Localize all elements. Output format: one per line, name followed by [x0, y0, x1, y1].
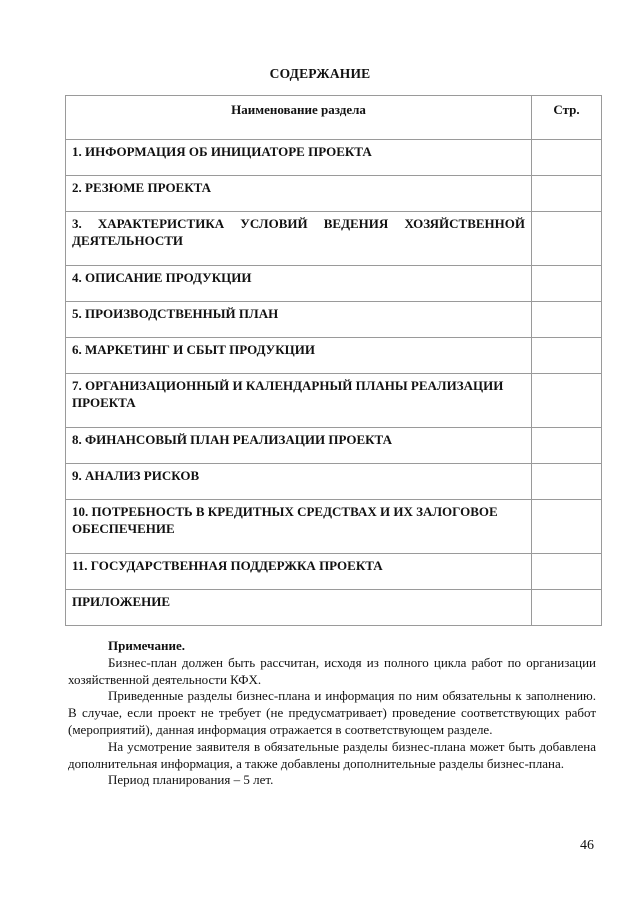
section-name-cell: 11. ГОСУДАРСТВЕННАЯ ПОДДЕРЖКА ПРОЕКТА — [66, 554, 532, 590]
table-row — [66, 176, 602, 212]
page-number: 46 — [580, 838, 594, 853]
section-name-cell: 6. МАРКЕТИНГ И СБЫТ ПРОДУКЦИИ — [66, 338, 532, 374]
column-header-page: Стр. — [532, 96, 602, 140]
table-row — [66, 302, 602, 338]
page-cell — [532, 140, 602, 176]
table-row — [66, 266, 602, 302]
table-row — [66, 140, 602, 176]
page-cell — [532, 212, 602, 266]
table-header-row — [66, 96, 602, 140]
section-name-cell: 4. ОПИСАНИЕ ПРОДУКЦИИ — [66, 266, 532, 302]
table-row — [66, 374, 602, 428]
table-row — [66, 212, 602, 266]
document-title: СОДЕРЖАНИЕ — [269, 66, 371, 81]
section-name-cell: ПРИЛОЖЕНИЕ — [66, 590, 532, 626]
table-row — [66, 554, 602, 590]
page-cell — [532, 554, 602, 590]
note-heading: Примечание. — [108, 638, 185, 653]
table-row — [66, 464, 602, 500]
page-cell — [532, 500, 602, 554]
section-name-cell: 2. РЕЗЮМЕ ПРОЕКТА — [66, 176, 532, 212]
page-cell — [532, 302, 602, 338]
column-header-section-name: Наименование раздела — [66, 96, 532, 140]
table-row — [66, 500, 602, 554]
section-name-cell: 9. АНАЛИЗ РИСКОВ — [66, 464, 532, 500]
page-cell — [532, 464, 602, 500]
section-name-cell: 7. ОРГАНИЗАЦИОННЫЙ И КАЛЕНДАРНЫЙ ПЛАНЫ РЕАЛИЗАЦИИ ПРОЕКТА — [66, 374, 532, 428]
note-paragraph: Период планирования – 5 лет. — [108, 772, 274, 788]
note-paragraph: На усмотрение заявителя в обязательные разделы бизнес-плана может быть добавлена дополнительная информация, а также добавлены дополнительные разделы бизнес-плана. — [68, 738, 596, 771]
section-name-cell: 8. ФИНАНСОВЫЙ ПЛАН РЕАЛИЗАЦИИ ПРОЕКТА — [66, 428, 532, 464]
page-cell — [532, 176, 602, 212]
table-row — [66, 590, 602, 626]
section-name-cell: 10. ПОТРЕБНОСТЬ В КРЕДИТНЫХ СРЕДСТВАХ И ИХ ЗАЛОГОВОЕ ОБЕСПЕЧЕНИЕ — [66, 500, 532, 554]
section-name-cell: 3. ХАРАКТЕРИСТИКА УСЛОВИЙ ВЕДЕНИЯ ХОЗЯЙСТВЕННОЙ ДЕЯТЕЛЬНОСТИ — [66, 212, 532, 266]
note-block — [68, 638, 596, 789]
table-row — [66, 338, 602, 374]
section-name-cell: 5. ПРОИЗВОДСТВЕННЫЙ ПЛАН — [66, 302, 532, 338]
section-name-cell: 1. ИНФОРМАЦИЯ ОБ ИНИЦИАТОРЕ ПРОЕКТА — [66, 140, 532, 176]
page-cell — [532, 266, 602, 302]
page-cell — [532, 428, 602, 464]
note-paragraph: Бизнес-план должен быть рассчитан, исходя из полного цикла работ по организации хозяйственной деятельности КФХ. — [68, 654, 596, 687]
page-cell — [532, 338, 602, 374]
page-cell — [532, 374, 602, 428]
table-row — [66, 428, 602, 464]
contents-table — [65, 95, 602, 626]
note-paragraph: Приведенные разделы бизнес-плана и информация по ним обязательны к заполнению. В случае, если проект не требует (не предусматривает) проведение соответствующих работ (мероприятий), данная информация отражается в соответствующем разделе. — [68, 688, 596, 737]
page-cell — [532, 590, 602, 626]
